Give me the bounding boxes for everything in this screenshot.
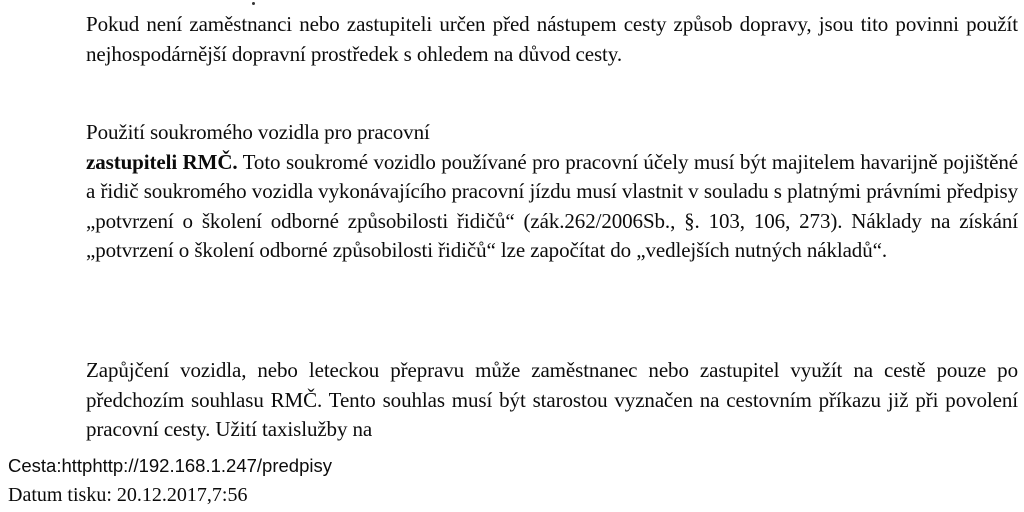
paragraph-private-vehicle bbox=[86, 118, 1018, 266]
paragraph-private-vehicle-bold: zastupiteli RMČ. bbox=[86, 149, 238, 174]
footer-path: Cesta:httphttp://192.168.1.247/predpisy bbox=[8, 455, 332, 476]
footer-print-date: Datum tisku: 20.12.2017,7:56 bbox=[8, 484, 248, 506]
scan-speck bbox=[252, 2, 255, 5]
paragraph-private-vehicle-rest: Toto soukromé vozidlo používané pro pracovní účely musí být majitelem havarijně pojištěné a řidič soukromého vozidla vykonávajícího pracovní jízdu musí vlastnit v souladu s platnými právními předpisy „potvrzení o školení odborné způsobilosti řidičů“ (zák.262/2006Sb., §. 103, 106, 273). Náklady na získání „potvrzení o školení odborné způsobilosti řidičů“ lze započítat do „vedlejších nutných nákladů“. bbox=[86, 149, 1019, 262]
paragraph-private-vehicle-lead: Použití soukromého vozidla pro pracovní bbox=[86, 120, 430, 144]
paragraph-transport-choice: Pokud není zaměstnanci nebo zastupiteli určen před nástupem cesty způsob dopravy, jsou tito povinni použít nejhospodárnější dopravní prostředek s ohledem na důvod cesty. bbox=[86, 12, 1018, 66]
paragraph-vehicle-loan: Zapůjčení vozidla, nebo leteckou přepravu může zaměstnanec nebo zastupitel využít na cestě pouze po předchozím souhlasu RMČ. Tento souhlas musí být starostou vyznačen na cestovním příkazu již při povolení pracovní cesty. Užití taxislužby na bbox=[86, 358, 1018, 441]
